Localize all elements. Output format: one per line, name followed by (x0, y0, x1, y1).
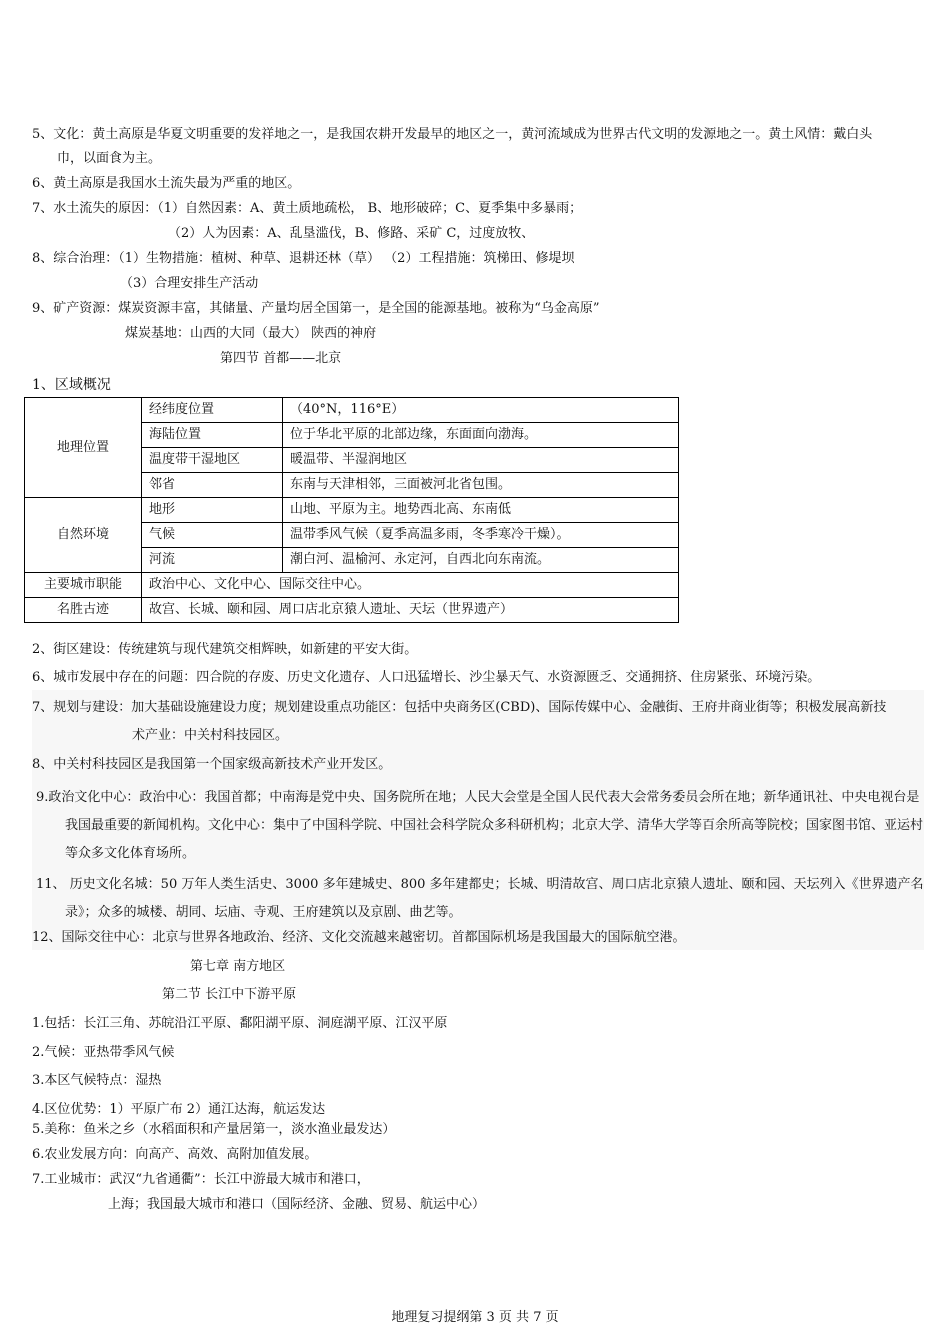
line-7-planning-cont: 术产业：中关村科技园区。 (132, 728, 289, 743)
table-cell: 位于华北平原的北部边缘，东面面向渤海。 (283, 423, 679, 448)
item-1-includes: 1.包括：长江三角、苏皖沿江平原、鄱阳湖平原、洞庭湖平原、江汉平原 (32, 1016, 448, 1031)
table-cell: 名胜古迹 (25, 598, 142, 623)
chapter-7-title: 第七章 南方地区 (190, 959, 286, 974)
line-5-culture-cont: 巾，以面食为主。 (57, 151, 162, 166)
region-overview-table (24, 397, 679, 623)
line-2-streets: 2、街区建设：传统建筑与现代建筑交相辉映，如新建的平安大街。 (32, 642, 418, 657)
table-cell: 主要城市职能 (25, 573, 142, 598)
line-5-culture: 5、文化：黄土高原是华夏文明重要的发祥地之一，是我国农耕开发最早的地区之一，黄河流域成为世界古代文明的发源地之一。黄土风情：戴白头 (32, 127, 873, 142)
item-3-climate-feature: 3.本区气候特点：湿热 (32, 1073, 162, 1088)
item-5-nickname: 5.美称：鱼米之乡（水稻面积和产量居第一，淡水渔业最发达） (32, 1122, 396, 1137)
table-cell: 海陆位置 (142, 423, 283, 448)
page-footer: 地理复习提纲第 3 页 共 7 页 (391, 1310, 559, 1325)
line-6-problems: 6、城市发展中存在的问题：四合院的存废、历史文化遗存、人口迅猛增长、沙尘暴天气、水资源匮乏、交通拥挤、住房紧张、环境污染。 (32, 670, 821, 685)
line-6-erosion: 6、黄土高原是我国水土流失最为严重的地区。 (32, 176, 301, 191)
line-7-causes: 7、水土流失的原因：（1）自然因素：A、黄土质地疏松， B、地形破碎；C、夏季集中多暴雨； (32, 201, 583, 216)
line-7-planning: 7、规划与建设：加大基础设施建设力度；规划建设重点功能区：包括中央商务区(CBD)、国际传媒中心、金融街、王府井商业街等；积极发展高新技 (32, 700, 887, 715)
section-2-title: 第二节 长江中下游平原 (162, 987, 297, 1002)
line-7-human-factors: （2）人为因素：A、乱垦滥伐，B、修路、采矿 C，过度放牧、 (168, 226, 535, 241)
table-row (25, 573, 679, 598)
table-row (25, 498, 679, 523)
table-cell: 地形 (142, 498, 283, 523)
table-cell: 暖温带、半湿润地区 (283, 448, 679, 473)
table-cell: 温带季风气候（夏季高温多雨，冬季寒冷干燥）。 (283, 523, 679, 548)
line-8-governance: 8、综合治理：（1）生物措施：植树、种草、退耕还林（草） （2）工程措施：筑梯田、修堤坝 (32, 251, 575, 266)
line-9-political-cultural (36, 784, 929, 868)
line-9-minerals: 9、矿产资源：煤炭资源丰富，其储量、产量均居全国第一，是全国的能源基地。被称为“乌金高原” (32, 301, 600, 316)
item-4-advantages: 4.区位优势：1）平原广布 2）通江达海，航运发达 (32, 1102, 326, 1117)
table-cell: 邻省 (142, 473, 283, 498)
line-11-historic-city (36, 871, 929, 927)
table-cell: 东南与天津相邻，三面被河北省包围。 (283, 473, 679, 498)
item-6-agriculture: 6.农业发展方向：向高产、高效、高附加值发展。 (32, 1147, 318, 1162)
table-row (25, 598, 679, 623)
table-cell: 政治中心、文化中心、国际交往中心。 (142, 573, 679, 598)
group-natural-env: 自然环境 (25, 498, 142, 573)
table-cell: 潮白河、温榆河、永定河，自西北向东南流。 (283, 548, 679, 573)
table-cell: 经纬度位置 (142, 398, 283, 423)
item-7-industrial-cities: 7.工业城市：武汉“九省通衢”：长江中游最大城市和港口， (32, 1172, 370, 1187)
para-9-text: 9.政治文化中心：政治中心：我国首都；中南海是党中央、国务院所在地；人民大会堂是全国人民代表大会常务委员会所在地；新华通讯社、中央电视台是我国最重要的新闻机构。文化中心：集中了中国科学院、中国社会科学院众多科研机构；北京大学、清华大学等百余所高等院校；国家图书馆、亚运村等众多文化体育场所。 (36, 790, 924, 861)
section-4-title: 第四节 首都——北京 (220, 351, 342, 366)
line-9-coal-bases: 煤炭基地：山西的大同（最大） 陕西的神府 (125, 326, 377, 341)
table-cell: 故宫、长城、颐和园、周口店北京猿人遗址、天坛（世界遗产） (142, 598, 679, 623)
table-cell: 河流 (142, 548, 283, 573)
item-2-climate: 2.气候：亚热带季风气候 (32, 1045, 175, 1060)
line-12-international: 12、国际交往中心：北京与世界各地政治、经济、文化交流越来越密切。首都国际机场是我国最大的国际航空港。 (32, 930, 686, 945)
para-11-text: 11、 历史文化名城：50 万年人类生活史、3000 多年建城史、800 多年建都史；长城、明清故宫、周口店北京猿人遗址、颐和园、天坛列入《世界遗产名录》；众多的城楼、胡同、坛庙、寺观、王府建筑以及京剧、曲艺等。 (36, 877, 924, 920)
table-row (25, 398, 679, 423)
group-geo-location: 地理位置 (25, 398, 142, 498)
table-cell: 温度带干湿地区 (142, 448, 283, 473)
line-8-zhongguancun: 8、中关村科技园区是我国第一个国家级高新技术产业开发区。 (32, 757, 392, 772)
line-8-governance-cont: （3）合理安排生产活动 (120, 276, 259, 291)
table-cell: （40°N，116°E） (283, 398, 679, 423)
table-cell: 气候 (142, 523, 283, 548)
subheading-region-overview: 1、区域概况 (32, 377, 111, 393)
table-cell: 山地、平原为主。地势西北高、东南低 (283, 498, 679, 523)
item-7-shanghai: 上海；我国最大城市和港口（国际经济、金融、贸易、航运中心） (108, 1197, 486, 1212)
